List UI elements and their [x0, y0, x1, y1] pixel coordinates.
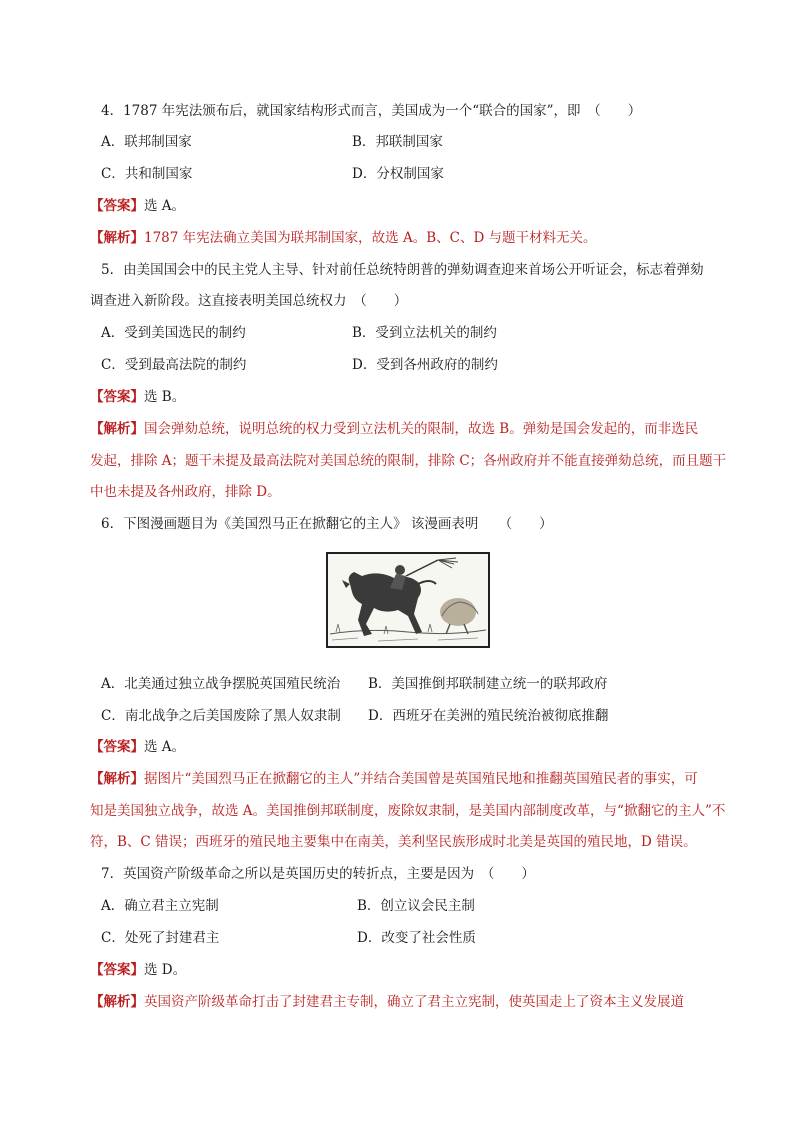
- q7-option-a: A．确立君主立宪制: [101, 898, 219, 914]
- q4-answer: [90, 196, 185, 216]
- q5-analysis-line-3: 中也未提及各州政府，排除 D。: [90, 484, 281, 500]
- q6-analysis-line-2: 知是美国独立战争，故选 A。美国推倒邦联制度，废除奴隶制，是美国内部制度改革，与“掀翻它的主人”不: [90, 803, 726, 819]
- q7-answer: [90, 960, 186, 980]
- analysis-text: 1787 年宪法确立美国为联邦制国家，故选 A。B、C、D 与题干材料无关。: [144, 230, 597, 246]
- q4-option-d: D．分权制国家: [352, 166, 444, 182]
- q6-option-a: A．北美通过独立战争摆脱英国殖民统治: [101, 676, 341, 692]
- q5-stem-line-1: 5．由美国国会中的民主党人主导、针对前任总统特朗普的弹劾调查迎来首场公开听证会，标志着弹劾: [101, 262, 704, 278]
- q6-analysis-line-3: 符，B、C 错误；西班牙的殖民地主要集中在南美，美利坚民族形成时北美是英国的殖民地，D 错误。: [90, 834, 697, 850]
- q7-option-d: D．改变了社会性质: [357, 930, 476, 946]
- q4-analysis: [90, 228, 597, 248]
- q4-stem: 4．1787 年宪法颁布后，就国家结构形式而言，美国成为一个“联合的国家”，即 （ ）: [101, 103, 642, 119]
- q4-option-b: B．邦联制国家: [352, 134, 443, 150]
- q4-option-c: C．共和制国家: [101, 166, 193, 182]
- q6-option-d: D．西班牙在美洲的殖民统治被彻底推翻: [368, 708, 609, 724]
- q6-stem: 6．下图漫画题目为《美国烈马正在掀翻它的主人》 该漫画表明 （ ）: [101, 516, 553, 532]
- q6-answer: [90, 737, 185, 757]
- answer-text: 选 A。: [144, 739, 186, 755]
- q4-option-a: A．联邦制国家: [101, 134, 192, 150]
- q7-stem: 7．英国资产阶级革命之所以是英国历史的转折点，主要是因为 （ ）: [101, 866, 535, 882]
- analysis-tag: 【解析】: [90, 771, 144, 787]
- q6-option-b: B．美国推倒邦联制建立统一的联邦政府: [368, 676, 608, 692]
- q5-option-c: C．受到最高法院的制约: [101, 357, 247, 373]
- answer-text: 选 A。: [144, 198, 186, 214]
- q5-option-a: A．受到美国选民的制约: [101, 325, 246, 341]
- analysis-tag: 【解析】: [90, 230, 144, 246]
- analysis-text: 据图片“美国烈马正在掀翻它的主人”并结合美国曾是英国殖民地和推翻英国殖民者的事实，可: [144, 771, 698, 787]
- answer-tag: 【答案】: [90, 739, 144, 755]
- q5-stem-line-2: 调查进入新阶段。这直接表明美国总统权力 （ ）: [90, 293, 408, 309]
- q6-analysis-line-1: [90, 769, 698, 789]
- analysis-text: 国会弹劾总统，说明总统的权力受到立法机关的限制，故选 B。弹劾是国会发起的，而非选民: [144, 421, 699, 437]
- answer-text: 选 B。: [144, 389, 186, 405]
- cartoon-image: [326, 552, 490, 648]
- q7-option-b: B．创立议会民主制: [357, 898, 475, 914]
- analysis-tag: 【解析】: [90, 421, 144, 437]
- analysis-tag: 【解析】: [90, 994, 144, 1010]
- q5-answer: [90, 387, 185, 407]
- answer-tag: 【答案】: [90, 962, 144, 978]
- q5-option-d: D．受到各州政府的制约: [352, 357, 498, 373]
- answer-tag: 【答案】: [90, 389, 144, 405]
- q5-option-b: B．受到立法机关的制约: [352, 325, 497, 341]
- horse-rider-cartoon-icon: [328, 554, 488, 646]
- answer-text: 选 D。: [144, 962, 187, 978]
- q6-option-c: C．南北战争之后美国废除了黑人奴隶制: [101, 708, 341, 724]
- answer-tag: 【答案】: [90, 198, 144, 214]
- q7-option-c: C．处死了封建君主: [101, 930, 220, 946]
- q5-analysis-line-2: 发起，排除 A；题干未提及最高法院对美国总统的限制，排除 C；各州政府并不能直接弹劾总统，而且题干: [90, 453, 727, 469]
- analysis-text: 英国资产阶级革命打击了封建君主专制，确立了君主立宪制，使英国走上了资本主义发展道: [144, 994, 684, 1010]
- q7-analysis: [90, 992, 684, 1012]
- q5-analysis-line-1: [90, 419, 698, 439]
